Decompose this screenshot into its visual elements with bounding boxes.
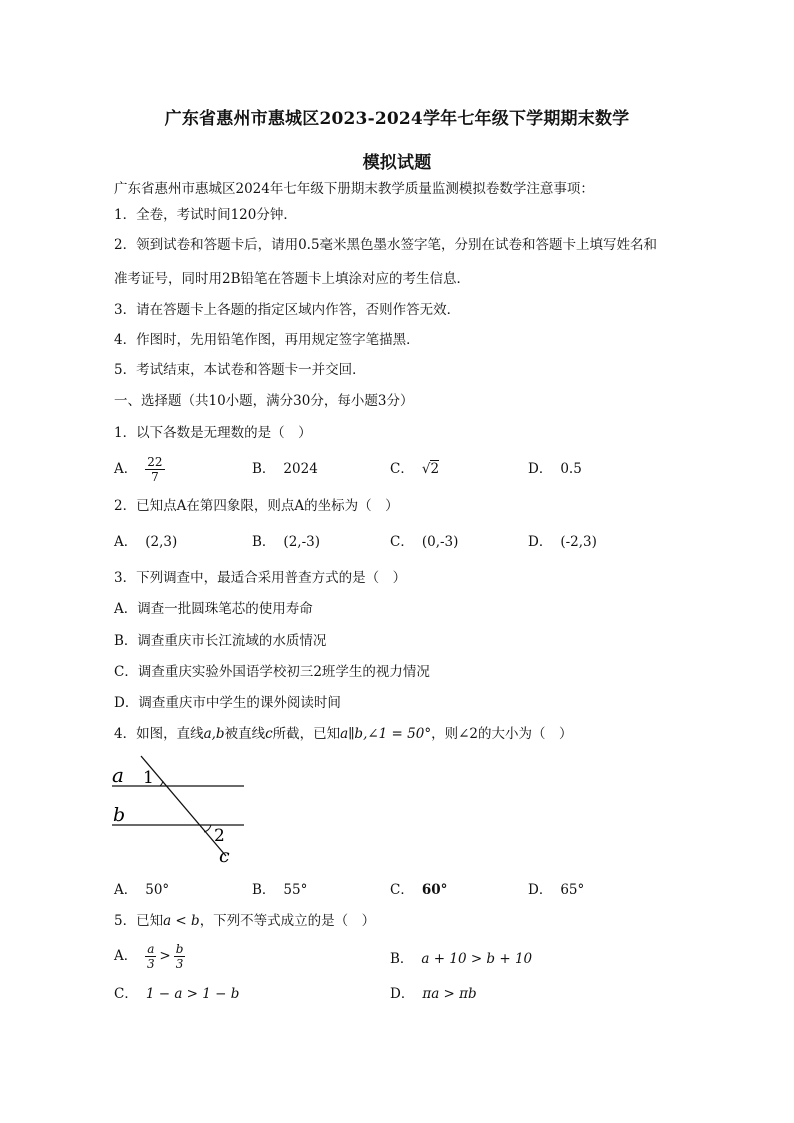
label-c: c — [219, 845, 230, 867]
q1-option-b — [252, 460, 318, 478]
q4-stem-lines: a,b — [203, 726, 225, 742]
q1-stem: 1．以下各数是无理数的是（ ） — [114, 425, 312, 441]
option-label: C． — [390, 882, 414, 898]
fraction — [145, 455, 164, 484]
option-label: D． — [390, 986, 415, 1002]
option-value: 2 — [430, 461, 440, 477]
option-value: 60° — [421, 882, 448, 898]
option-value: 65° — [560, 882, 585, 898]
option-label: C． — [390, 461, 414, 477]
fraction-numerator: 22 — [147, 455, 163, 469]
q4-stem — [114, 725, 573, 743]
label-angle-2: 2 — [214, 826, 225, 846]
fraction-numerator: b — [175, 942, 184, 956]
q5-option-a — [114, 942, 185, 971]
q4-stem-post: ，则∠2的大小为（ ） — [431, 726, 573, 742]
q2-option-d — [528, 533, 597, 551]
label-b: b — [113, 804, 126, 826]
notice-item: 1．全卷，考试时间120分钟． — [114, 207, 297, 223]
fraction-numerator: a — [147, 942, 155, 956]
option-label: B． — [252, 534, 276, 550]
notice-item: 3．请在答题卡上各题的指定区域内作答，否则作答无效． — [114, 302, 461, 318]
option-value: πa > πb — [422, 986, 477, 1002]
fraction-denominator: 7 — [151, 470, 159, 484]
q4-stem-condition: a∥b,∠1 = 50° — [340, 726, 432, 742]
fraction-denominator: 3 — [175, 957, 184, 971]
q3-stem: 3．下列调查中，最适合采用普查方式的是（ ） — [114, 570, 407, 586]
q1-option-c — [390, 460, 439, 478]
q2-option-b — [252, 533, 320, 551]
notice-heading: 广东省惠州市惠城区2024年七年级下册期末教学质量监测模拟卷数学注意事项： — [114, 181, 594, 197]
q5-option-c — [114, 985, 239, 1003]
option-value: (0,-3) — [421, 534, 459, 550]
q2-stem: 2．已知点A在第四象限，则点A的坐标为（ ） — [114, 498, 399, 514]
option-label: B． — [390, 951, 414, 967]
option-value: a + 10 > b + 10 — [421, 951, 533, 967]
option-value: 50° — [145, 882, 170, 898]
option-label: B． — [252, 461, 276, 477]
option-label: D． — [528, 534, 553, 550]
q1-option-d — [528, 460, 582, 478]
q4-stem-line-c: c — [265, 726, 273, 742]
label-a: a — [112, 763, 124, 787]
q5-stem-post: ，下列不等式成立的是（ ） — [199, 913, 376, 929]
option-value: 2024 — [283, 461, 318, 477]
sqrt-icon: √ — [421, 461, 431, 477]
option-value: (2,3) — [145, 534, 178, 550]
section1-heading: 一、选择题（共10小题，满分30分，每小题3分） — [114, 393, 414, 409]
q4-stem-pre: 4．如图，直线 — [114, 726, 204, 742]
q3-option-b: B．调查重庆市长江流域的水质情况 — [114, 633, 327, 649]
q3-option-a: A．调查一批圆珠笔芯的使用寿命 — [114, 601, 313, 617]
option-value: 0.5 — [560, 461, 582, 477]
option-label: D． — [528, 461, 553, 477]
option-label: A． — [114, 461, 138, 477]
comparison-operator: > — [159, 948, 171, 964]
option-label: A． — [114, 882, 138, 898]
option-label: D． — [528, 882, 553, 898]
label-angle-1: 1 — [143, 768, 154, 788]
q5-stem-pre: 5．已知 — [114, 913, 164, 929]
q5-option-b — [390, 950, 532, 968]
exam-title-line2: 模拟试题 — [362, 153, 432, 173]
q5-stem — [114, 912, 375, 930]
option-value: 55° — [283, 882, 308, 898]
q3-option-d: D．调查重庆市中学生的课外阅读时间 — [114, 695, 341, 711]
option-label: A． — [114, 948, 138, 964]
q5-stem-condition: a < b — [163, 913, 200, 929]
notice-item: 准考证号，同时用2B铅笔在答题卡上填涂对应的考生信息． — [114, 271, 471, 287]
option-label: C． — [390, 534, 414, 550]
option-label: C． — [114, 986, 138, 1002]
q3-option-c: C．调查重庆实验外国语学校初三2班学生的视力情况 — [114, 664, 430, 680]
fraction — [145, 942, 156, 971]
q4-figure — [108, 752, 253, 867]
angle-1-arc — [160, 781, 163, 786]
option-value: 1 − a > 1 − b — [145, 986, 240, 1002]
q4-stem-mid: 被直线 — [224, 726, 266, 742]
option-value: (2,-3) — [283, 534, 320, 550]
q2-option-c — [390, 533, 458, 551]
q4-option-a — [114, 881, 169, 899]
q4-option-c — [390, 881, 447, 899]
notice-item: 2．领到试卷和答题卡后，请用0.5毫米黑色墨水签字笔，分别在试卷和答题卡上填写姓名和 — [114, 237, 658, 253]
fraction — [174, 942, 186, 971]
q2-option-a — [114, 533, 177, 551]
fraction-denominator: 3 — [147, 957, 155, 971]
q4-option-d — [528, 881, 584, 899]
option-label: A． — [114, 534, 138, 550]
exam-title-line1: 广东省惠州市惠城区2023-2024学年七年级下学期期末数学 — [164, 109, 630, 129]
option-label: B． — [252, 882, 276, 898]
q4-stem-mid2: 所截，已知 — [272, 726, 341, 742]
q4-option-b — [252, 881, 307, 899]
q5-option-d — [390, 985, 477, 1003]
notice-item: 4．作图时，先用铅笔作图，再用规定签字笔描黑． — [114, 332, 420, 348]
option-value: (-2,3) — [560, 534, 597, 550]
notice-item: 5．考试结束，本试卷和答题卡一并交回． — [114, 362, 366, 378]
q1-option-a — [114, 455, 165, 484]
